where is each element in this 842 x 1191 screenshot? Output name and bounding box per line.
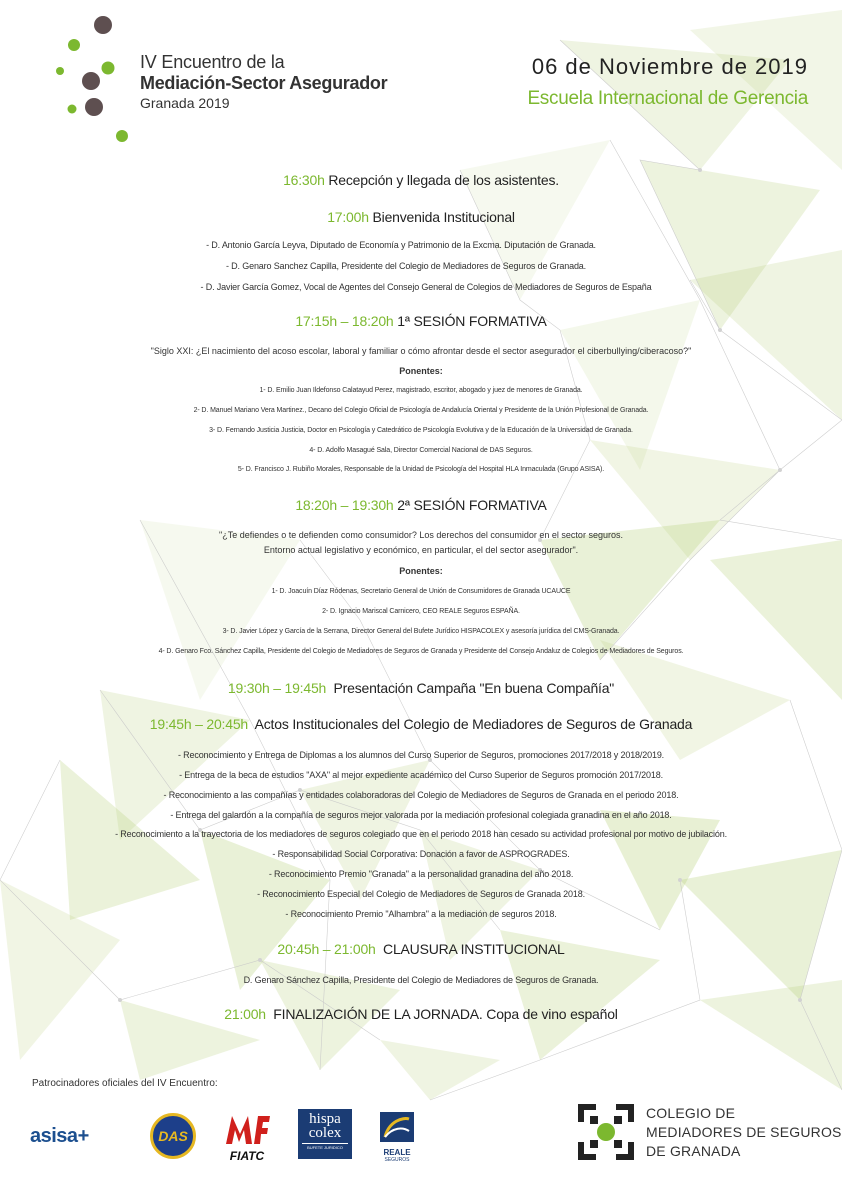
logo-line1: IV Encuentro de la	[140, 52, 285, 72]
item-title: Presentación Campaña "En buena Compañía"	[333, 680, 615, 696]
session1-ponentes-label: Ponentes:	[399, 366, 443, 376]
session1-speaker: 5- D. Francisco J. Rubiño Morales, Responsable de la Unidad de Psicología del Hospital HLA Inmaculada (Grupo ASISA).	[237, 466, 605, 473]
fiatc-logo-text: FIATC	[229, 1149, 265, 1163]
reale-logo-text: REALE	[383, 1148, 411, 1157]
item-time: 16:30h	[283, 172, 325, 188]
item-title: Bienvenida Institucional	[372, 209, 515, 225]
institutional-line: - Reconocimiento a las compañías y entidades colaboradoras del Colegio de Mediadores de Seguros de Granada en el periodo 2018.	[163, 790, 679, 800]
institutional-line: - Reconocimiento Especial del Colegio de Mediadores de Seguros de Granada 2018.	[257, 889, 585, 899]
asisa-plus-icon: +	[77, 1125, 90, 1147]
program-item-closing	[0, 941, 842, 957]
institutional-line: - Reconocimiento Premio "Alhambra" a la mediación de seguros 2018.	[285, 909, 557, 919]
institutional-line: - Reconocimiento a la trayectoria de los mediadores de seguros colegiado que en el periodo 2018 han cesado su actividad profesional por motivo de jubilación.	[115, 829, 727, 839]
institutional-line: - Entrega del galardón a la compañía de seguros mejor valorada por la mediación profesional colegiada granadina en el año 2018.	[170, 810, 672, 820]
session2-quote-line2: Entorno actual legislativo y económico, en particular, el del sector asegurador".	[263, 545, 579, 555]
program-item-reception	[0, 172, 842, 188]
session2-speaker: 1- D. Joacuín Díaz Ródenas, Secretario General de Unión de Consumidores de Granada UCAUCE	[271, 588, 571, 595]
sponsors-label: Patrocinadores oficiales del IV Encuentro:	[32, 1078, 218, 1089]
session1-quote: "Siglo XXI: ¿El nacimiento del acoso escolar, laboral y familiar o cómo afrontar desde el sector asegurador el ciberbullying/ciberacoso?"	[150, 346, 692, 356]
item-time: 17:00h	[327, 209, 369, 225]
item-time: 19:45h – 20:45h	[149, 716, 248, 732]
reale-logo-subtext: SEGUROS	[384, 1157, 410, 1163]
item-time: 19:30h – 19:45h	[227, 680, 327, 696]
program-item-welcome	[0, 209, 842, 225]
event-logo-text	[140, 52, 387, 112]
program-item-end	[0, 1006, 842, 1022]
institutional-line: - Reconocimiento y Entrega de Diplomas a los alumnos del Curso Superior de Seguros, promociones 2017/2018 y 2018/2019.	[177, 750, 665, 760]
welcome-line: - D. Antonio García Leyva, Diputado de Economía y Patrimonio de la Excma. Diputación de Granada.	[206, 240, 596, 250]
das-logo-text: DAS	[158, 1128, 188, 1144]
welcome-line: - D. Javier García Gomez, Vocal de Agentes del Consejo General de Colegios de Mediadores de Seguros de España	[200, 282, 652, 292]
hispacolex-line2: colex	[308, 1125, 342, 1141]
asisa-logo-text: asisa	[30, 1125, 78, 1147]
colegio-line3: DE GRANADA	[646, 1143, 741, 1159]
item-title: Recepción y llegada de los asistentes.	[328, 172, 559, 188]
item-title: FINALIZACIÓN DE LA JORNADA. Copa de vino español	[273, 1006, 618, 1022]
item-title: 2ª SESIÓN FORMATIVA	[397, 497, 547, 513]
asisa-logo	[30, 1125, 89, 1148]
reale-mark-icon	[379, 1111, 415, 1143]
hispacolex-logo	[298, 1109, 352, 1159]
item-time: 21:00h	[224, 1006, 266, 1022]
colegio-line2: MEDIADORES DE SEGUROS	[646, 1124, 842, 1140]
program-item-campaign	[0, 680, 842, 696]
session2-speaker: 2- D. Ignacio Mariscal Carnicero, CEO REALE Seguros ESPAÑA.	[322, 608, 520, 615]
program-item-session2	[0, 497, 842, 513]
program-item-session1	[0, 313, 842, 329]
session1-speaker: 1- D. Emilio Juan Ildefonso Calatayud Perez, magistrado, escritor, abogado y juez de menores de Granada.	[259, 387, 583, 394]
session1-speaker: 3- D. Fernando Justicia Justicia, Doctor en Psicología y Catedrático de Psicología Evolutiva y de la Educación de la Universidad de Granada.	[209, 427, 633, 434]
item-time: 18:20h – 19:30h	[295, 497, 394, 513]
session2-quote-line1: "¿Te defiendes o te defienden como consumidor? Los derechos del consumidor en el sector seguros.	[219, 530, 623, 540]
hispacolex-line1: hispa	[309, 1111, 341, 1127]
hispacolex-line3: BUFETE JURIDICO	[302, 1143, 348, 1152]
colegio-logo-text	[646, 1104, 842, 1161]
fiatc-logo	[222, 1112, 272, 1164]
event-venue: Escuela Internacional de Gerencia	[527, 88, 808, 109]
session2-speaker: 3- D. Javier López y García de la Serrana, Director General del Bufete Jurídico HISPACOLEX y asesoría jurídica del CMS-Granada.	[222, 628, 620, 635]
session2-ponentes-label: Ponentes:	[399, 566, 443, 576]
item-title: 1ª SESIÓN FORMATIVA	[397, 313, 547, 329]
institutional-line: - Responsabilidad Social Corporativa: Donación a favor de ASPROGRADES.	[272, 849, 570, 859]
session1-speaker: 4- D. Adolfo Masagué Sala, Director Comercial Nacional de DAS Seguros.	[309, 447, 533, 454]
reale-logo	[377, 1111, 417, 1163]
session1-speaker: 2- D. Manuel Mariano Vera Martinez., Decano del Colegio Oficial de Psicología de Andalucía Oriental y Presidente de la Unión Profesional de Granada.	[193, 407, 649, 414]
fiatc-mark-icon	[222, 1112, 272, 1146]
das-logo	[150, 1113, 196, 1159]
institutional-line: - Entrega de la beca de estudios "AXA" al mejor expediente académico del Curso Superior de Seguros promoción 2017/2018.	[179, 770, 663, 780]
item-time: 20:45h – 21:00h	[277, 941, 376, 957]
logo-line3: Granada 2019	[140, 95, 230, 111]
item-time: 17:15h – 18:20h	[295, 313, 394, 329]
program-item-institutional	[0, 716, 842, 732]
event-date: 06 de Noviembre de 2019	[531, 54, 808, 79]
item-title: CLAUSURA INSTITUCIONAL	[383, 941, 565, 957]
institutional-line: - Reconocimiento Premio "Granada" a la personalidad granadina del año 2018.	[268, 869, 574, 879]
event-logo-dots	[48, 14, 138, 144]
welcome-line: - D. Genaro Sanchez Capilla, Presidente del Colegio de Mediadores de Seguros de Granada.	[225, 261, 587, 271]
logo-line2: Mediación-Sector Asegurador	[140, 73, 388, 93]
closing-line: D. Genaro Sánchez Capilla, Presidente del Colegio de Mediadores de Seguros de Granada.	[243, 975, 599, 985]
colegio-line1: COLEGIO DE	[646, 1105, 736, 1121]
session2-speaker: 4- D. Genaro Fco. Sánchez Capilla, Presidente del Colegio de Mediadores de Seguros de Granada y Presidente del Consejo Andaluz de Colegios de Mediadores de Seguros.	[158, 648, 684, 655]
colegio-logo-mark	[578, 1104, 634, 1160]
item-title: Actos Institucionales del Colegio de Mediadores de Seguros de Granada	[254, 716, 693, 732]
